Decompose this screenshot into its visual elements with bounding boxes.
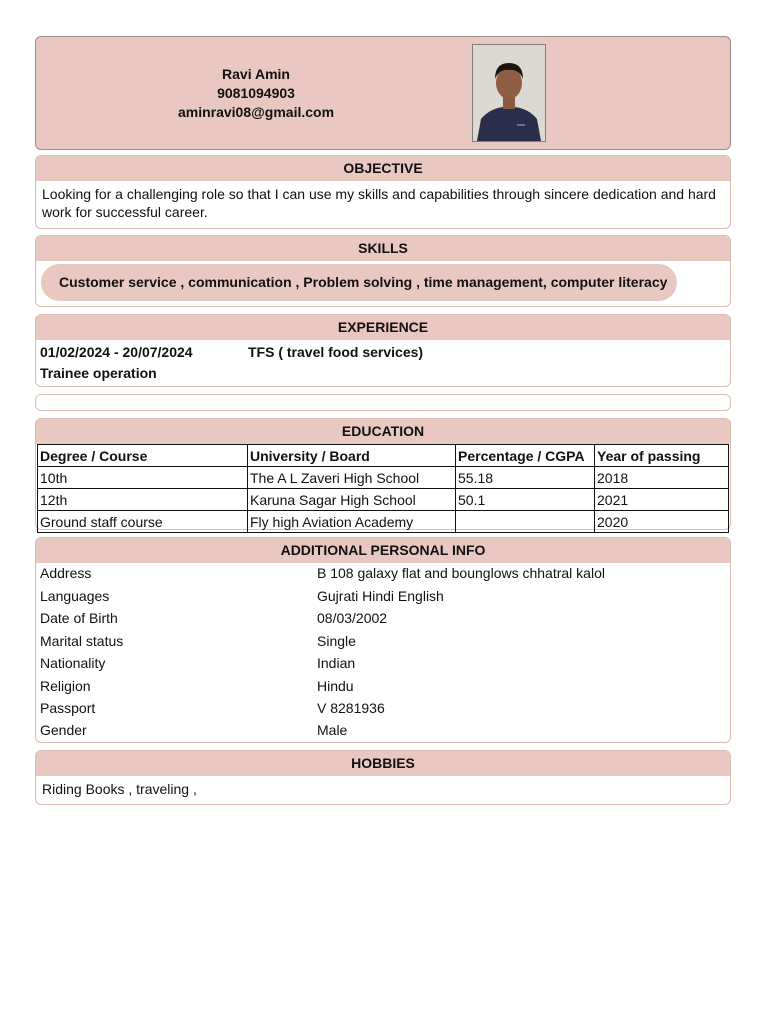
- info-value: Single: [317, 633, 356, 649]
- column-header: Degree / Course: [38, 445, 248, 467]
- section-title-objective: OBJECTIVE: [36, 156, 730, 181]
- table-row: [38, 511, 729, 533]
- table-cell: 2020: [595, 511, 729, 533]
- info-label: Passport: [40, 700, 96, 716]
- info-label: Gender: [40, 722, 87, 738]
- skills-list: Customer service , communication , Problem solving , time management, computer literacy: [41, 264, 677, 301]
- info-label: Nationality: [40, 655, 106, 671]
- table-header-row: [38, 445, 729, 467]
- resume-header: [35, 36, 731, 150]
- skills-section: [35, 235, 731, 307]
- table-cell: 50.1: [456, 489, 595, 511]
- table-cell: 12th: [38, 489, 248, 511]
- contact-block: [146, 65, 366, 122]
- phone-number: 9081094903: [217, 85, 295, 101]
- table-cell: 10th: [38, 467, 248, 489]
- info-value: 08/03/2002: [317, 610, 388, 626]
- experience-company: TFS ( travel food services): [248, 344, 424, 360]
- table-cell: [456, 511, 595, 533]
- info-label: Date of Birth: [40, 610, 118, 626]
- profile-photo: [472, 44, 546, 142]
- education-table: [37, 444, 729, 533]
- table-cell: The A L Zaveri High School: [248, 467, 456, 489]
- experience-section: [35, 314, 731, 387]
- info-value: B 108 galaxy flat and bounglows chhatral kalol: [317, 565, 605, 581]
- experience-role: Trainee operation: [40, 365, 157, 381]
- column-header: Year of passing: [595, 445, 729, 467]
- info-label: Marital status: [40, 633, 124, 649]
- table-row: [38, 467, 729, 489]
- section-title-personal-info: ADDITIONAL PERSONAL INFO: [36, 538, 730, 563]
- info-value: Gujrati Hindi English: [317, 588, 444, 604]
- section-title-experience: EXPERIENCE: [36, 315, 730, 340]
- section-title-hobbies: HOBBIES: [36, 751, 730, 776]
- hobbies-text: Riding Books , traveling ,: [42, 781, 197, 797]
- info-label: Languages: [40, 588, 110, 604]
- table-cell: Ground staff course: [38, 511, 248, 533]
- email-address: aminravi08@gmail.com: [177, 104, 335, 120]
- personal-info-section: [35, 537, 731, 743]
- table-cell: Fly high Aviation Academy: [248, 511, 456, 533]
- table-cell: 2018: [595, 467, 729, 489]
- info-value: V 8281936: [317, 700, 385, 716]
- info-label: Religion: [40, 678, 91, 694]
- objective-section: [35, 155, 731, 229]
- info-value: Male: [317, 722, 348, 738]
- info-value: Indian: [317, 655, 356, 671]
- column-header: Percentage / CGPA: [456, 445, 595, 467]
- info-label: Address: [40, 565, 92, 581]
- table-cell: 55.18: [456, 467, 595, 489]
- info-value: Hindu: [317, 678, 354, 694]
- section-title-skills: SKILLS: [36, 236, 730, 261]
- hobbies-section: [35, 750, 731, 805]
- experience-dates: 01/02/2024 - 20/07/2024: [40, 344, 193, 360]
- candidate-name: Ravi Amin: [222, 66, 290, 82]
- section-title-education: EDUCATION: [36, 419, 730, 444]
- column-header: University / Board: [248, 445, 456, 467]
- table-row: [38, 489, 729, 511]
- objective-text: Looking for a challenging role so that I can use my skills and capabilities through sincere dedication and hard work for successful career.: [42, 186, 716, 220]
- table-cell: 2021: [595, 489, 729, 511]
- table-cell: Karuna Sagar High School: [248, 489, 456, 511]
- education-section: [35, 418, 731, 530]
- empty-section: [35, 394, 731, 411]
